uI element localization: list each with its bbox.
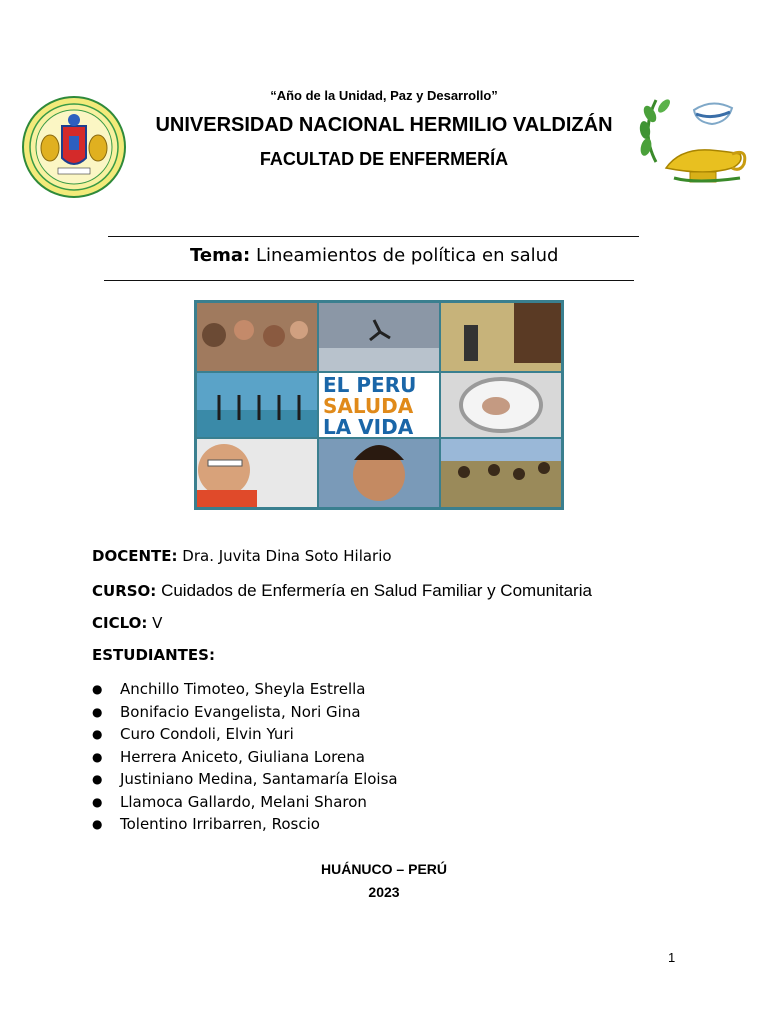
docente-label: DOCENTE:	[92, 547, 178, 565]
student-name: Bonifacio Evangelista, Nori Gina	[120, 702, 361, 721]
estudiantes-label: ESTUDIANTES:	[92, 646, 215, 664]
estudiantes-heading	[92, 646, 215, 664]
topic-line	[190, 245, 558, 266]
list-item	[92, 701, 398, 724]
motto: “Año de la Unidad, Paz y Desarrollo”	[270, 88, 498, 103]
bullet-icon: ●	[92, 727, 103, 742]
university-name: UNIVERSIDAD NACIONAL HERMILIO VALDIZÁN	[155, 114, 613, 136]
topic-label: Tema:	[190, 245, 251, 266]
bullet-icon: ●	[92, 682, 103, 697]
ciclo-label: CICLO:	[92, 614, 148, 632]
list-item	[92, 746, 398, 769]
collage-image	[194, 300, 564, 510]
university-seal-logo	[22, 96, 126, 198]
list-item	[92, 813, 398, 836]
ciclo-value: V	[152, 614, 163, 632]
student-name: Tolentino Irribarren, Roscio	[120, 815, 320, 834]
curso-label: CURSO:	[92, 582, 157, 600]
bullet-icon: ●	[92, 817, 103, 832]
student-name: Curo Condoli, Elvin Yuri	[120, 725, 294, 744]
list-item	[92, 723, 398, 746]
topic-top-rule	[108, 236, 639, 237]
bullet-icon: ●	[92, 704, 103, 719]
curso-field	[92, 581, 592, 601]
bullet-icon: ●	[92, 772, 103, 787]
student-list	[92, 678, 398, 836]
slogan-line-2: SALUDA	[323, 394, 414, 418]
docente-value: Dra. Juvita Dina Soto Hilario	[182, 547, 392, 565]
list-item	[92, 768, 398, 791]
student-name: Anchillo Timoteo, Sheyla Estrella	[120, 680, 366, 699]
list-item	[92, 791, 398, 814]
topic-value: Lineamientos de política en salud	[255, 245, 559, 266]
bullet-icon: ●	[92, 749, 103, 764]
student-name: Herrera Aniceto, Giuliana Lorena	[120, 747, 365, 766]
student-name: Llamoca Gallardo, Melani Sharon	[120, 792, 367, 811]
curso-value: Cuidados de Enfermería en Salud Familiar y Comunitaria	[161, 581, 592, 600]
ciclo-field	[92, 614, 162, 632]
page-number: 1	[668, 950, 676, 965]
docente-field	[92, 547, 392, 565]
place-line: HUÁNUCO – PERÚ	[320, 861, 447, 877]
list-item	[92, 678, 398, 701]
topic-bottom-rule	[104, 280, 634, 281]
year-line: 2023	[368, 884, 400, 900]
nursing-lamp-logo	[636, 92, 750, 196]
faculty-name: FACULTAD DE ENFERMERÍA	[259, 149, 509, 169]
slogan-line-1: EL PERU	[323, 373, 417, 397]
student-name: Justiniano Medina, Santamaría Eloisa	[120, 770, 398, 789]
slogan-line-3: LA VIDA	[323, 415, 414, 439]
bullet-icon: ●	[92, 794, 103, 809]
